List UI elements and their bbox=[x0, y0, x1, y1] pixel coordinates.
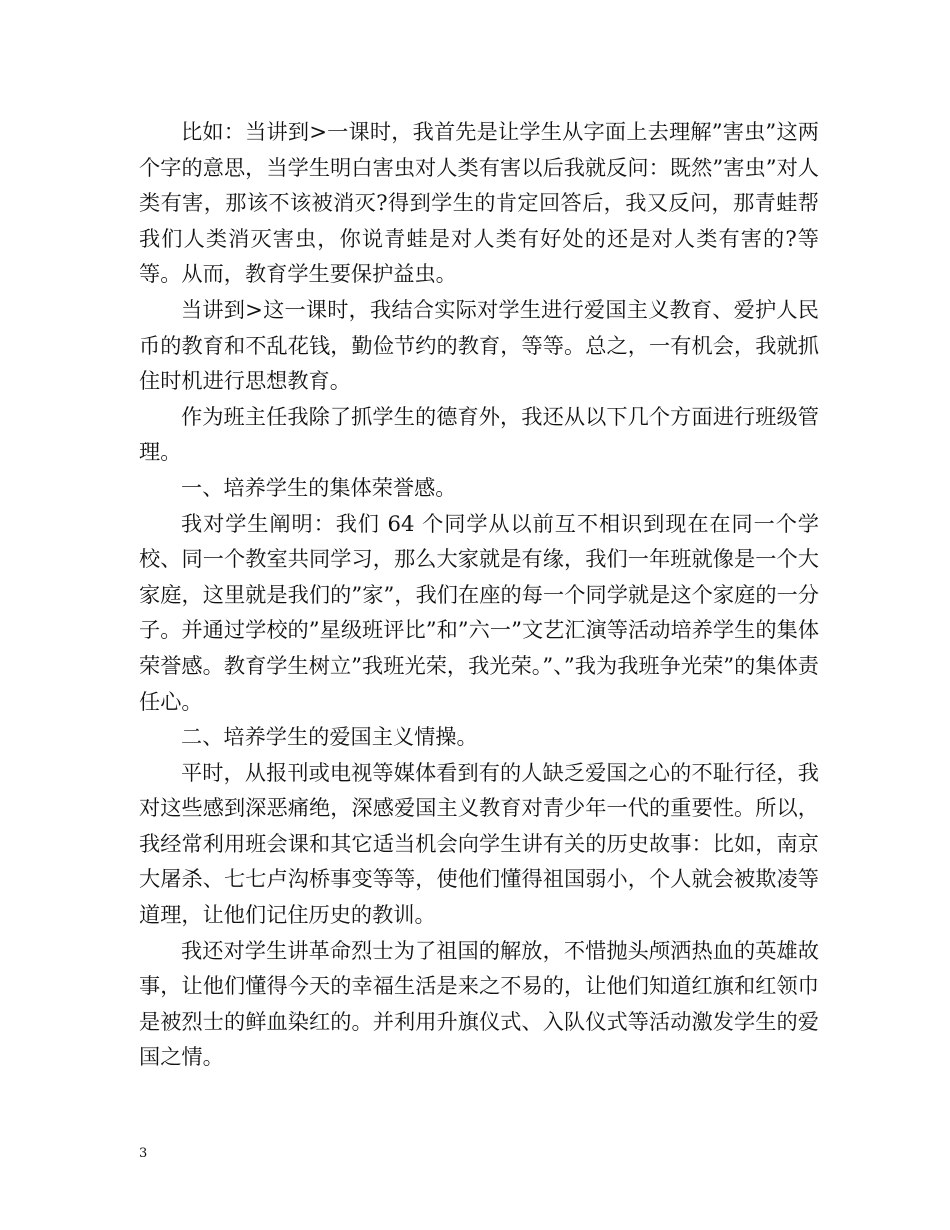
section-heading-patriotism: 二、培养学生的爱国主义情操。 bbox=[181, 724, 478, 750]
paragraph-pest-lesson: 比如：当讲到>一课时，我首先是让学生从字面上去理解”害虫”这两个字的意思，当学生明白害虫对人类有害以后我就反问：既然”害虫”对人类有害，那该不该被消灭?得到学生的肯定回答后，我又反问，那青蛙帮我们人类消灭害虫，你说青蛙是对人类有好处的还是对人类有害的?等等。从而，教育学生要保护益虫。 bbox=[139, 119, 819, 287]
document-body bbox=[139, 114, 819, 1075]
section-heading-collective-honor: 一、培养学生的集体荣誉感。 bbox=[181, 474, 457, 500]
page-number: 3 bbox=[139, 1146, 148, 1161]
paragraph-revolutionary-martyrs: 我还对学生讲革命烈士为了祖国的解放，不惜抛头颅洒热血的英雄故事，让他们懂得今天的幸福生活是来之不易的，让他们知道红旗和红领巾是被烈士的鲜血染红的。并利用升旗仪式、入队仪式等活动激发学生的爱国之情。 bbox=[139, 937, 819, 1070]
paragraph-collective-honor: 我对学生阐明：我们 64 个同学从以前互不相识到现在在同一个学校、同一个教室共同学习，那么大家就是有缘，我们一年班就像是一个大家庭，这里就是我们的”家”，我们在座的每一个同学就是这个家庭的一分子。并通过学校的”星级班评比”和”六一”文艺汇演等活动培养学生的集体荣誉感。教育学生树立”我班光荣，我光荣。”、”我为我班争光荣”的集体责任心。 bbox=[139, 510, 819, 714]
paragraph-history-education: 平时，从报刊或电视等媒体看到有的人缺乏爱国之心的不耻行径，我对这些感到深恶痛绝，深感爱国主义教育对青少年一代的重要性。所以，我经常利用班会课和其它适当机会向学生讲有关的历史故事：比如，南京大屠杀、七七卢沟桥事变等等，使他们懂得祖国弱小，个人就会被欺凌等道理，让他们记住历史的教训。 bbox=[139, 759, 819, 928]
paragraph-class-management: 作为班主任我除了抓学生的德育外，我还从以下几个方面进行班级管理。 bbox=[139, 403, 819, 465]
paragraph-thrift-lesson: 当讲到>这一课时，我结合实际对学生进行爱国主义教育、爱护人民币的教育和不乱花钱，勤俭节约的教育，等等。总之，一有机会，我就抓住时机进行思想教育。 bbox=[139, 296, 819, 394]
